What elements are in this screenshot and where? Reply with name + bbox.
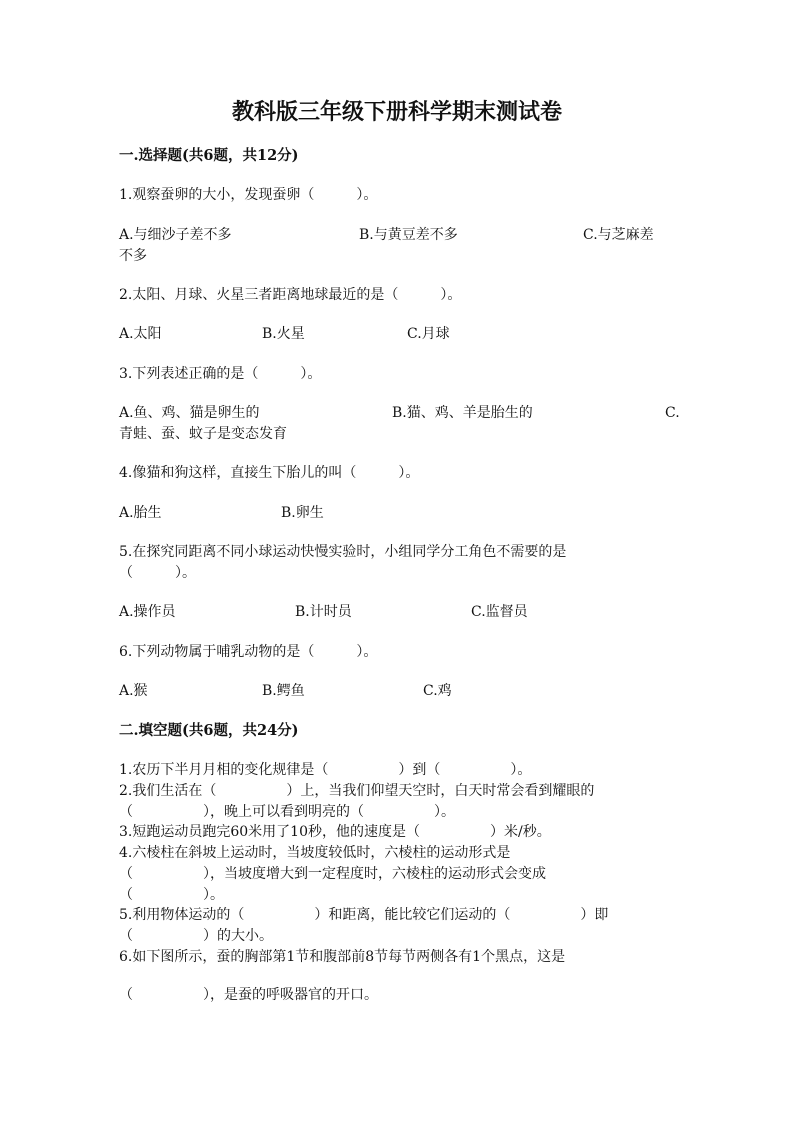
section-heading-choice: 一.选择题(共6题，共12分) <box>119 147 299 164</box>
question-4-option-a: A.胎生 <box>119 505 162 521</box>
question-1-stem: 1.观察蚕卵的大小，发现蚕卵（ ）。 <box>119 187 378 203</box>
question-5-option-c: C.监督员 <box>471 604 528 620</box>
question-2-option-a: A.太阳 <box>119 326 162 342</box>
question-5-option-a: A.操作员 <box>119 604 176 620</box>
fill-line-8: 5.利用物体运动的（ ）和距离，能比较它们运动的（ ）即 <box>119 907 609 923</box>
fill-line-9: （ ）的大小。 <box>119 928 273 944</box>
fill-line-11: （ ），是蚕的呼吸器官的开口。 <box>119 987 378 1003</box>
fill-line-7: （ ）。 <box>119 887 224 903</box>
question-6-option-a: A.猴 <box>119 683 148 699</box>
question-3-option-wrap: 青蛙、蚕、蚊子是变态发育 <box>119 426 287 442</box>
question-5-stem: 5.在探究同距离不同小球运动快慢实验时，小组同学分工角色不需要的是 <box>119 544 567 560</box>
question-6-option-c: C.鸡 <box>423 683 452 699</box>
fill-line-5: 4.六棱柱在斜坡上运动时，当坡度较低时，六棱柱的运动形式是 <box>119 845 511 861</box>
question-3-option-a: A.鱼、鸡、猫是卵生的 <box>119 405 260 421</box>
fill-line-10: 6.如下图所示，蚕的胸部第1节和腹部前8节每节两侧各有1个黑点，这是 <box>119 949 566 965</box>
question-6-stem: 6.下列动物属于哺乳动物的是（ ）。 <box>119 644 378 660</box>
section-heading-fill: 二.填空题(共6题，共24分) <box>119 722 299 739</box>
fill-line-2: 2.我们生活在（ ）上，当我们仰望天空时，白天时常会看到耀眼的 <box>119 783 595 799</box>
fill-line-4: 3.短跑运动员跑完60米用了10秒，他的速度是（ ）米/秒。 <box>119 824 551 840</box>
question-1-option-c: C.与芝麻差 <box>583 227 654 243</box>
fill-line-3: （ ），晚上可以看到明亮的（ ）。 <box>119 804 455 820</box>
question-3-stem: 3.下列表述正确的是（ ）。 <box>119 366 322 382</box>
question-2-option-c: C.月球 <box>407 326 450 342</box>
question-5-option-b: B.计时员 <box>295 604 352 620</box>
fill-line-6: （ ），当坡度增大到一定程度时，六棱柱的运动形式会变成 <box>119 866 546 882</box>
question-2-stem: 2.太阳、月球、火星三者距离地球最近的是（ ）。 <box>119 287 462 303</box>
question-4-stem: 4.像猫和狗这样，直接生下胎儿的叫（ ）。 <box>119 465 420 481</box>
question-4-option-b: B.卵生 <box>281 505 324 521</box>
fill-line-1: 1.农历下半月月相的变化规律是（ ）到（ ）。 <box>119 762 532 778</box>
question-2-option-b: B.火星 <box>262 326 305 342</box>
question-3-option-c: C. <box>665 405 680 421</box>
question-5-stem-wrap: （ ）。 <box>119 565 196 581</box>
question-1-option-wrap: 不多 <box>119 248 147 264</box>
page-title: 教科版三年级下册科学期末测试卷 <box>231 99 562 125</box>
question-1-option-b: B.与黄豆差不多 <box>359 227 458 243</box>
question-1-option-a: A.与细沙子差不多 <box>119 227 232 243</box>
question-6-option-b: B.鳄鱼 <box>262 683 305 699</box>
question-3-option-b: B.猫、鸡、羊是胎生的 <box>392 405 533 421</box>
